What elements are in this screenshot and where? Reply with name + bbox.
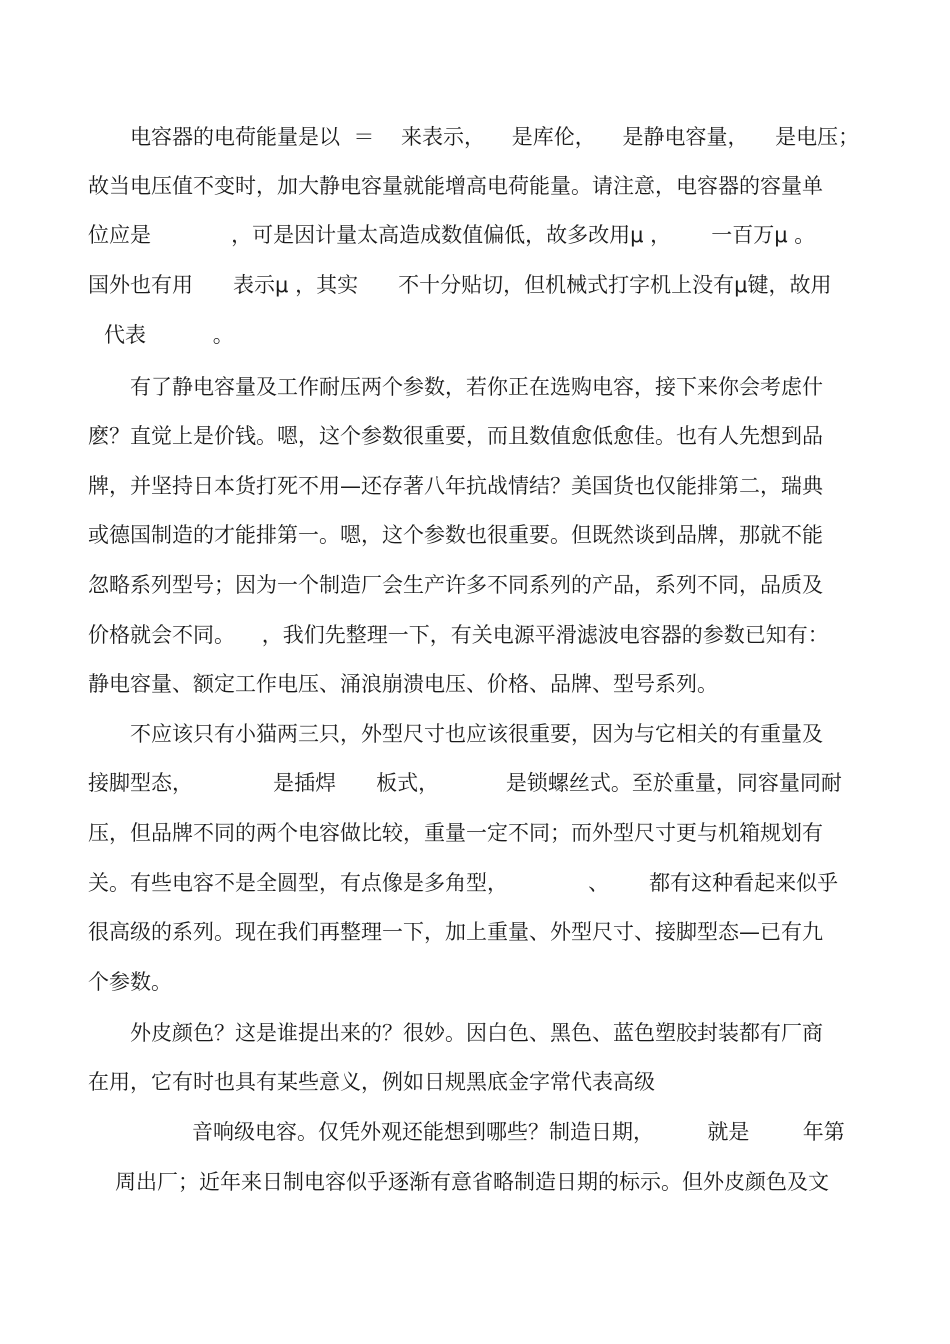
text-line: 麽？直觉上是价钱。嗯，这个参数很重要，而且数值愈低愈佳。也有人先想到品 (88, 424, 823, 448)
text-line: 电容器的电荷能量是以 ＝ 来表示， 是库伦， 是静电容量， 是电压； (130, 125, 860, 149)
text-line: 接脚型态， 是插焊 板式， 是锁螺丝式。至於重量，同容量同耐 (88, 771, 842, 795)
text-line: 位应是 ，可是因计量太高造成数值偏低，故多改用μ ， 一百万μ 。 (88, 223, 816, 247)
text-line: 关。有些电容不是全圆型，有点像是多角型， 、 都有这种看起来似乎 (88, 871, 839, 895)
text-line: 国外也有用 表示μ ，其实 不十分贴切，但机械式打字机上没有μ键，故用 (88, 273, 832, 297)
text-line: 忽略系列型号；因为一个制造厂会生产许多不同系列的产品，系列不同，品质及 (88, 573, 823, 597)
text-line: 静电容量、额定工作电压、涌浪崩溃电压、价格、品牌、型号系列。 (88, 672, 718, 696)
text-line: 在用，它有时也具有某些意义，例如日规黑底金字常代表高级 (88, 1070, 655, 1094)
text-line: 价格就会不同。 ，我们先整理一下，有关电源平滑滤波电容器的参数已知有： (88, 623, 829, 647)
text-line: 压，但品牌不同的两个电容做比较，重量一定不同；而外型尺寸更与机箱规划有 (88, 821, 823, 845)
text-line: 有了静电容量及工作耐压两个参数，若你正在选购电容，接下来你会考虑什 (130, 375, 823, 399)
text-line: 音响级电容。仅凭外观还能想到哪些？制造日期， 就是 年第 (192, 1120, 845, 1144)
text-line: 很高级的系列。现在我们再整理一下，加上重量、外型尺寸、接脚型态—已有九 (88, 920, 823, 944)
text-line: 牌，并坚持日本货打死不用—还存著八年抗战情结？美国货也仅能排第二，瑞典 (88, 474, 823, 498)
text-line: 个参数。 (88, 970, 172, 994)
text-line: 故当电压值不变时，加大静电容量就能增高电荷能量。请注意，电容器的容量单 (88, 174, 823, 198)
text-line: 代表 。 (104, 323, 234, 347)
text-line: 或德国制造的才能排第一。嗯，这个参数也很重要。但既然谈到品牌，那就不能 (88, 523, 823, 547)
text-line: 周出厂；近年来日制电容似乎逐渐有意省略制造日期的标示。但外皮颜色及文 (115, 1170, 829, 1194)
text-line: 外皮颜色？这是谁提出来的？很妙。因白色、黑色、蓝色塑胶封装都有厂商 (130, 1021, 823, 1045)
text-line: 不应该只有小猫两三只，外型尺寸也应该很重要，因为与它相关的有重量及 (130, 722, 823, 746)
